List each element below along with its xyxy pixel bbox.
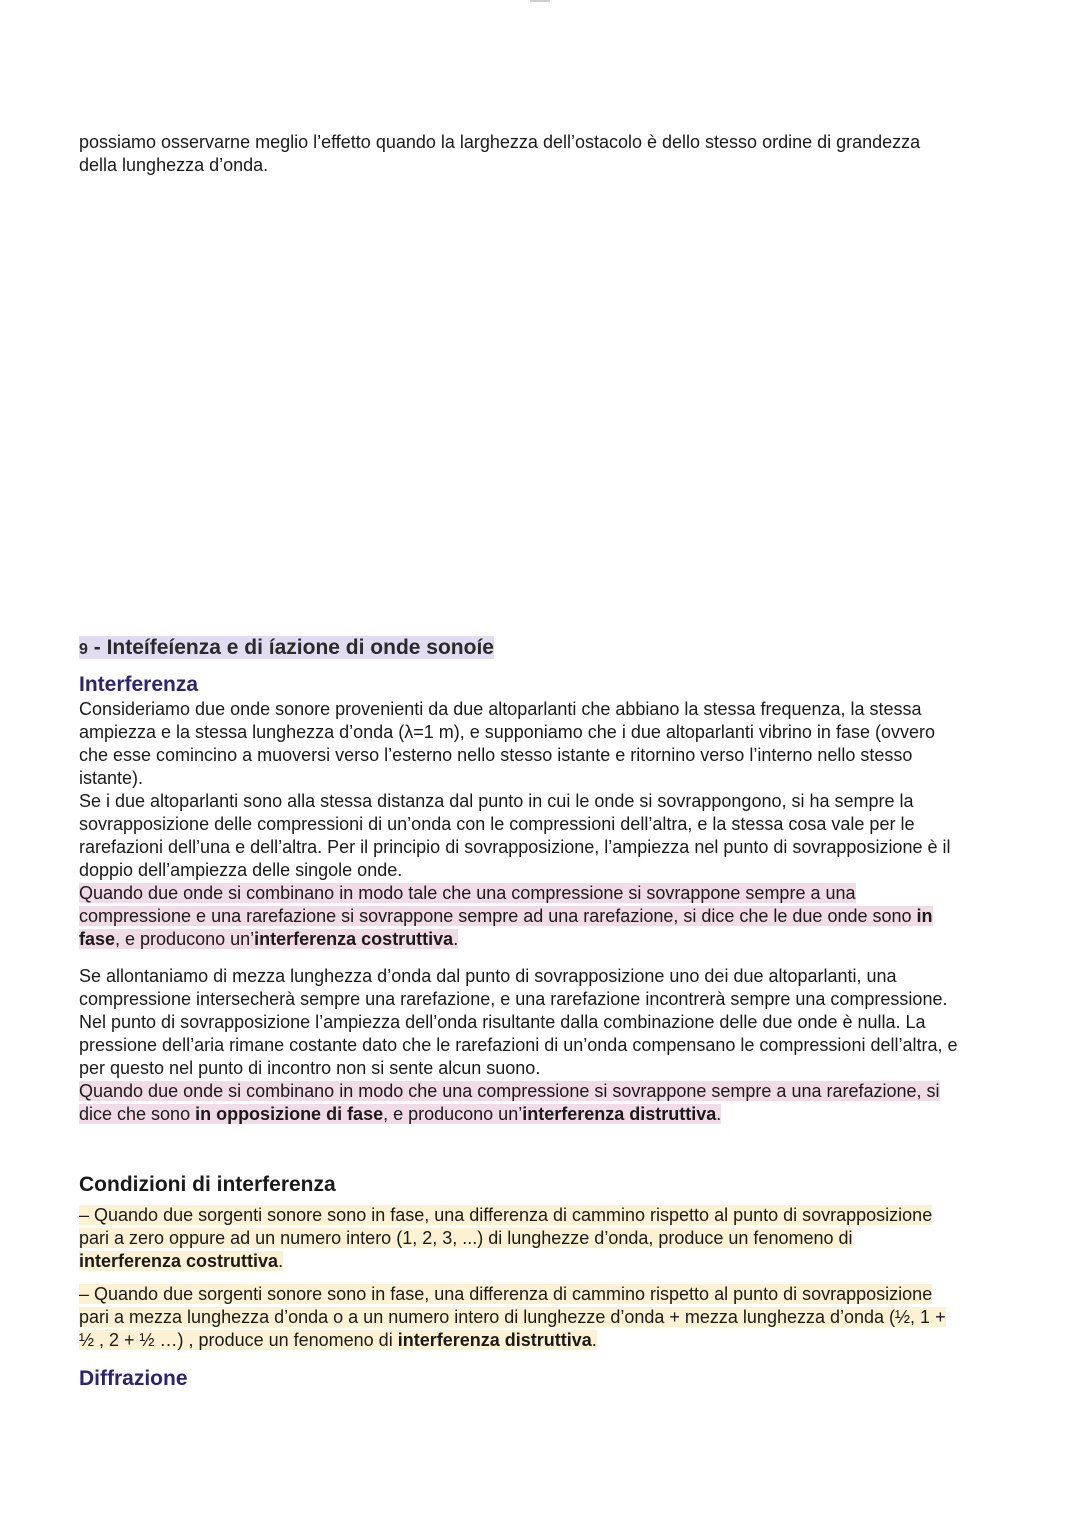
in-fase-term: in fase bbox=[79, 906, 933, 949]
diffrazione-heading: Diffrazione bbox=[79, 1367, 188, 1390]
distruttiva-body bbox=[79, 965, 959, 1126]
section-number: 9 bbox=[79, 641, 88, 658]
interferenza-costruttiva-term: interferenza costruttiva bbox=[254, 929, 454, 949]
section-title-text: - Inteífeíenza e di íazione di onde sonoíe bbox=[87, 636, 494, 659]
interferenza-paragraph-1: Consideriamo due onde sonore provenienti da due altoparlanti che abbiano la stessa frequenza, la stessa ampiezza e la stessa lunghezza d’onda (λ=1 m), e supponiamo che i due altoparlanti vibrino in fase (ovvero che esse comincino a muoversi verso l’esterno nello stesso istante e ritornino verso l’interno nello stesso istante). bbox=[79, 699, 935, 788]
opposizione-di-fase-term: in opposizione di fase bbox=[195, 1104, 384, 1124]
interferenza-paragraph-2: Se i due altoparlanti sono alla stessa distanza dal punto in cui le onde si sovrappongono, si ha sempre la sovrapposizione delle compressioni di un’onda con le compressioni dell’altra, e la stessa cosa vale per le rarefazioni dell’una e dell’altra. Per il principio di sovrapposizione, l’ampiezza nel punto di sovrapposizione è il doppio dell’ampiezza delle singole onde. bbox=[79, 791, 951, 880]
interferenza-paragraph-4: Se allontaniamo di mezza lunghezza d’onda dal punto di sovrapposizione uno dei due altoparlanti, una compressione intersecherà sempre una rarefazione, e una rarefazione incontrerà sempre una compressione. Nel punto di sovrapposizione l’ampiezza dell’onda risultante dalla combinazione delle due onde è nulla. La pressione dell’aria rimane costante dato che le rarefazioni di un’onda compensano le compressioni dell’altra, e per questo nel punto di incontro non si sente alcun suono. bbox=[79, 966, 958, 1078]
interferenza-heading: Interferenza bbox=[79, 673, 199, 696]
section-title bbox=[79, 634, 959, 663]
interferenza-distruttiva-definition: Quando due onde si combinano in modo che una compressione si sovrappone sempre a una rarefazione, si dice che sono in opposizione di fase, e producono un’interferenza distruttiva. bbox=[79, 1081, 940, 1124]
condizione-distruttiva: – Quando due sorgenti sonore sono in fase, una differenza di cammino rispetto al punto di sovrapposizione pari a mezza lunghezza d’onda o a un numero intero di lunghezze d’onda + mezza lunghezza d’onda (½, 1 + ½ , 2 + ½ …) , produce un fenomeno di interferenza distruttiva. bbox=[79, 1284, 946, 1350]
page-top-mark bbox=[530, 0, 550, 2]
intro-paragraph: possiamo osservarne meglio l’effetto quando la larghezza dell’ostacolo è dello stesso ordine di grandezza della lunghezza d’onda. bbox=[79, 132, 921, 175]
condizione-costruttiva: – Quando due sorgenti sonore sono in fase, una differenza di cammino rispetto al punto di sovrapposizione pari a zero oppure ad un numero intero (1, 2, 3, ...) di lunghezze d’onda, produce un fenomeno di interferenza costruttiva. bbox=[79, 1205, 933, 1271]
interferenza-body bbox=[79, 698, 959, 951]
interferenza-distruttiva-term: interferenza distruttiva bbox=[522, 1104, 717, 1124]
interferenza-costruttiva-definition: Quando due onde si combinano in modo tale che una compressione si sovrappone sempre a una compressione e una rarefazione si sovrappone sempre ad una rarefazione, si dice che le due onde sono in fase, e producono un’interferenza costruttiva. bbox=[79, 883, 933, 949]
condizioni-heading: Condizioni di interferenza bbox=[79, 1173, 336, 1196]
